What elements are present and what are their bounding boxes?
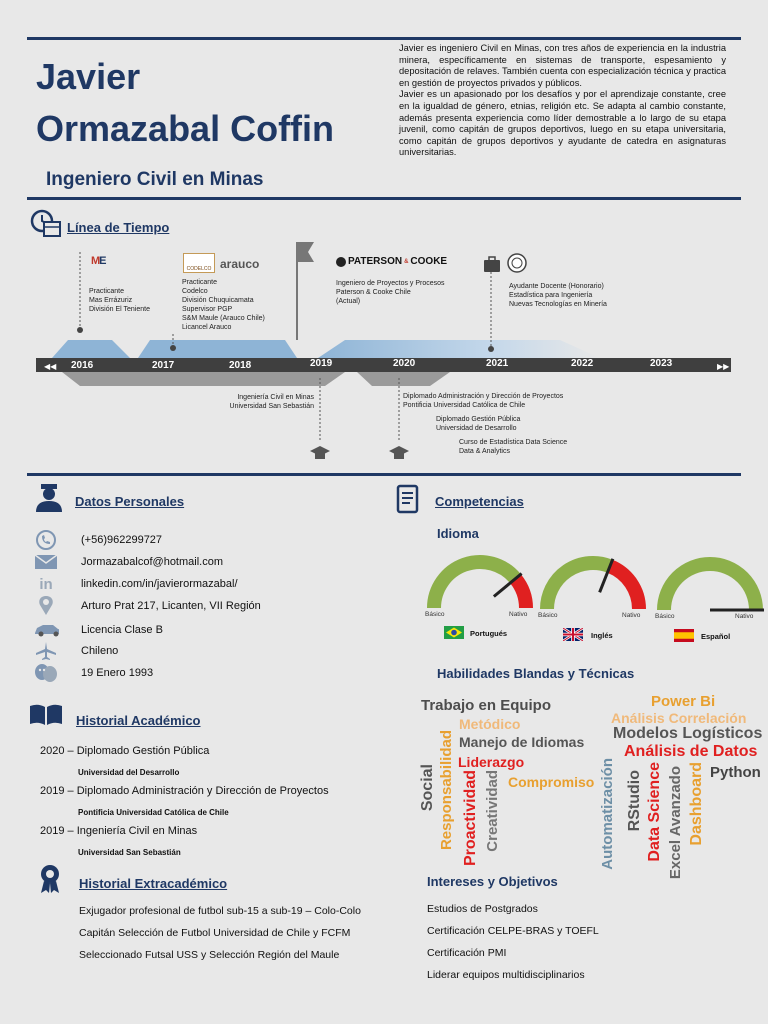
info-linkedin <box>33 573 238 595</box>
car-icon <box>33 620 59 640</box>
top-rule <box>27 37 741 40</box>
spain-flag-icon <box>674 629 694 647</box>
academic-item-1: 2020 – Diplomado Gestión Pública <box>40 745 210 757</box>
skill-rstudio: RStudio <box>626 770 643 832</box>
masks-icon <box>33 663 59 683</box>
tl-line: Nuevas Tecnologías en Minería <box>509 301 607 308</box>
arauco-logo: arauco <box>220 257 260 271</box>
tl-shape-1 <box>52 340 130 358</box>
tl-year-2018: 2018 <box>229 360 252 371</box>
skill-metodico: Metódico <box>459 716 521 732</box>
tl-shape-3 <box>318 340 600 358</box>
tl-shape-2 <box>138 340 297 358</box>
linkedin-text: linkedin.com/in/javierormazabal/ <box>81 578 238 590</box>
first-name: Javier <box>36 56 141 97</box>
tl-line: Universidad de Desarrollo <box>436 425 517 432</box>
info-birthdate <box>33 662 153 684</box>
bio-paragraph-1: Javier es ingeniero Civil en Minas, con tres años de experiencia en la industria minera, específicamente en sistemas de transporte, espesamiento y depositación de relaves. También cuenta con especialización técnica y practica en gestión de proyectos privados y públicos. <box>399 43 726 88</box>
extra-item-3: Seleccionado Futsal USS y Selección Región del Maule <box>79 949 340 961</box>
interest-item-4: Liderar equipos multidisciplinarios <box>427 969 585 981</box>
skill-compromiso: Compromiso <box>508 774 595 790</box>
tl-line: Mas Errázuriz <box>89 297 133 304</box>
gauge-3-min: Básico <box>655 613 675 620</box>
info-phone <box>33 529 162 551</box>
brazil-flag-icon <box>444 626 464 644</box>
gauge-1-max: Nativo <box>509 611 528 618</box>
extra-item-1: Exjugador profesional de futbol sub-15 a sub-19 – Colo-Colo <box>79 905 361 917</box>
tl-line: Pontificia Universidad Católica de Chile <box>403 402 526 409</box>
info-address <box>33 595 261 617</box>
tl-line: División El Teniente <box>89 306 150 313</box>
info-email <box>33 551 223 573</box>
tl-line: Ingeniería Civil en Minas <box>237 394 314 401</box>
tl-line: Data & Analytics <box>459 448 510 455</box>
tl-year-2019: 2019 <box>310 358 333 369</box>
tl-event-puc <box>403 392 563 410</box>
lang-ingles: Inglés <box>591 631 613 640</box>
lang-portugues: Portugués <box>470 629 508 638</box>
skill-analisis-correlacion: Análisis Correlación <box>611 710 747 726</box>
tl-event-mas-errazuriz <box>89 287 150 314</box>
skill-social: Social <box>419 764 436 812</box>
tl-event-codelco-arauco <box>182 278 265 332</box>
tl-event-paterson <box>336 279 445 306</box>
skill-responsabilidad: Responsabilidad <box>438 730 455 851</box>
academic-title: Historial Académico <box>76 713 201 728</box>
tl-line: Estadística para Ingeniería <box>509 292 593 299</box>
tl-line: Practicante <box>182 279 218 286</box>
header-bottom-rule <box>27 197 741 200</box>
academic-item-2-sub: Pontificia Universidad Católica de Chile <box>78 808 229 817</box>
codelco-logo: CODELCO <box>183 253 215 273</box>
academic-item-1-sub: Universidad del Desarrollo <box>78 768 180 777</box>
tl-shape-4 <box>62 372 345 386</box>
tl-year-2021: 2021 <box>486 358 509 369</box>
tl-line: Ingeniero de Proyectos y Procesos <box>336 280 445 287</box>
paterson-logo-text: PATERSON <box>348 256 403 267</box>
me-logo: ME <box>91 255 106 267</box>
competencias-title: Competencias <box>435 494 524 509</box>
tl-line: (Actual) <box>336 298 361 305</box>
interest-item-2: Certificación CELPE-BRAS y TOEFL <box>427 925 599 937</box>
gauge-green-arc <box>664 564 756 610</box>
tl-line: Universidad San Sebastián <box>229 403 314 410</box>
timeline-title: Línea de Tiempo <box>67 220 170 235</box>
gauge-2-max: Nativo <box>622 612 641 619</box>
tl-event-uss <box>214 393 314 411</box>
gauge-green-arc <box>434 562 515 608</box>
tl-dot-1 <box>77 327 83 333</box>
skill-liderazgo: Liderazgo <box>458 754 525 770</box>
address-text: Arturo Prat 217, Licanten, VII Región <box>81 600 261 612</box>
personal-title: Datos Personales <box>75 494 185 509</box>
tl-shape-5 <box>357 372 450 386</box>
skill-analisis-datos: Análisis de Datos <box>624 743 758 760</box>
interest-item-3: Certificación PMI <box>427 947 507 959</box>
phone-icon <box>33 530 59 550</box>
tl-line: Supervisor PGP <box>182 306 233 313</box>
briefcase-icon <box>484 257 500 272</box>
tl-year-2022: 2022 <box>571 358 594 369</box>
tl-line: S&M Maule (Arauco Chile) <box>182 315 265 322</box>
person-icon <box>33 482 65 517</box>
linkedin-icon: in <box>39 575 53 593</box>
skill-modelos-logisticos: Modelos Logísticos <box>613 725 763 742</box>
skill-automatizacion: Automatización <box>599 758 616 870</box>
cooke-logo-text: COOKE <box>410 256 448 267</box>
skill-excel-avanzado: Excel Avanzado <box>667 766 684 880</box>
nationality-text: Chileno <box>81 645 119 657</box>
license-text: Licencia Clase B <box>81 624 163 636</box>
tl-event-data-science <box>459 438 567 456</box>
birthdate-text: 19 Enero 1993 <box>81 667 154 679</box>
skill-manejo-idiomas: Manejo de Idiomas <box>459 734 585 750</box>
book-icon <box>28 703 64 732</box>
gauge-1-min: Básico <box>425 611 445 618</box>
extra-title: Historial Extracadémico <box>79 876 228 891</box>
tl-line: Ayudante Docente (Honorario) <box>509 283 604 290</box>
document-icon <box>396 484 420 521</box>
paterson-logo-mark <box>336 257 346 267</box>
tl-line: División Chuquicamata <box>182 297 254 304</box>
mail-icon <box>33 552 59 572</box>
tl-dot-3 <box>488 346 494 352</box>
gauge-3-max: Nativo <box>735 613 754 620</box>
paterson-logo-amp: & <box>404 258 409 265</box>
bio-text <box>399 43 726 159</box>
tl-line: Diplomado Administración y Dirección de Proyectos <box>403 393 564 400</box>
medal-icon <box>38 864 62 899</box>
phone-text: (+56)962299727 <box>81 534 163 546</box>
info-license <box>33 619 163 641</box>
idioma-title: Idioma <box>437 526 479 541</box>
interests-title: Intereses y Objetivos <box>427 874 558 889</box>
location-icon <box>33 596 59 616</box>
tl-year-2016: 2016 <box>71 360 94 371</box>
skill-proactividad: Proactividad <box>462 770 479 867</box>
gauge-red-arc <box>515 579 526 608</box>
university-seal-icon <box>508 254 526 272</box>
tl-year-2023: 2023 <box>650 358 673 369</box>
skills-title: Habilidades Blandas y Técnicas <box>437 666 635 681</box>
academic-item-3: 2019 – Ingeniería Civil en Minas <box>40 825 198 837</box>
timeline-bottom-rule <box>27 473 741 476</box>
academic-item-2: 2019 – Diplomado Administración y Dirección de Proyectos <box>40 785 329 797</box>
skill-data-science: Data Science <box>646 762 663 862</box>
email-text: Jormazabalcof@hotmail.com <box>81 556 223 568</box>
bio-paragraph-2: Javier es un apasionado por los desafíos y por el aprendizaje constante, cree en la igualdad de género, etnias, religión etc. Se adapta al cambio constante, además presenta experiencia como líder demostrable a lo largo de su etapa juvenil, como capitán de grupos deportivos, luego en su etapa universitaria, como capitán de grupos deportivos y ayudante de catedra en asignaturas universitarias. <box>399 89 726 158</box>
skill-python: Python <box>710 764 761 781</box>
uk-flag-icon <box>563 628 583 646</box>
info-nationality <box>33 640 118 662</box>
skill-dashboard: Dashboard <box>688 762 705 846</box>
interest-item-1: Estudios de Postgrados <box>427 903 538 915</box>
graduation-cap-icon-2 <box>389 446 409 459</box>
tl-line: Diplomado Gestión Pública <box>436 416 521 423</box>
tl-year-2017: 2017 <box>152 360 175 371</box>
tl-line: Paterson & Cooke Chile <box>336 289 411 296</box>
tl-arrow-right: ▶▶ <box>717 362 730 371</box>
extra-item-2: Capitán Selección de Futbol Universidad de Chile y FCFM <box>79 927 351 939</box>
skill-power-bi: Power Bi <box>651 693 716 710</box>
tl-line: Practicante <box>89 288 125 295</box>
lang-espanol: Español <box>701 632 731 641</box>
paterson-cooke-logo <box>336 256 447 267</box>
gauge-red-arc <box>610 566 639 609</box>
tl-flag <box>297 242 314 262</box>
tl-line: Codelco <box>182 288 208 295</box>
timeline-bar <box>36 358 731 372</box>
language-gauges <box>418 552 768 622</box>
job-title: Ingeniero Civil en Minas <box>46 169 264 190</box>
tl-line: Curso de Estadística Data Science <box>459 439 568 446</box>
last-name: Ormazabal Coffin <box>36 108 335 149</box>
tl-event-ayudante <box>509 282 607 309</box>
plane-icon <box>33 641 59 661</box>
tl-year-2020: 2020 <box>393 358 416 369</box>
tl-line: Licancel Arauco <box>182 324 232 331</box>
skill-trabajo-equipo: Trabajo en Equipo <box>421 697 552 714</box>
tl-dot-2 <box>170 345 176 351</box>
tl-arrow-left: ◀◀ <box>44 362 57 371</box>
gauge-2-min: Básico <box>538 612 558 619</box>
academic-item-3-sub: Universidad San Sebastián <box>78 848 181 857</box>
tl-event-udd <box>436 415 520 433</box>
graduation-cap-icon-1 <box>310 446 330 459</box>
skill-creatividad: Creatividad <box>484 770 501 852</box>
